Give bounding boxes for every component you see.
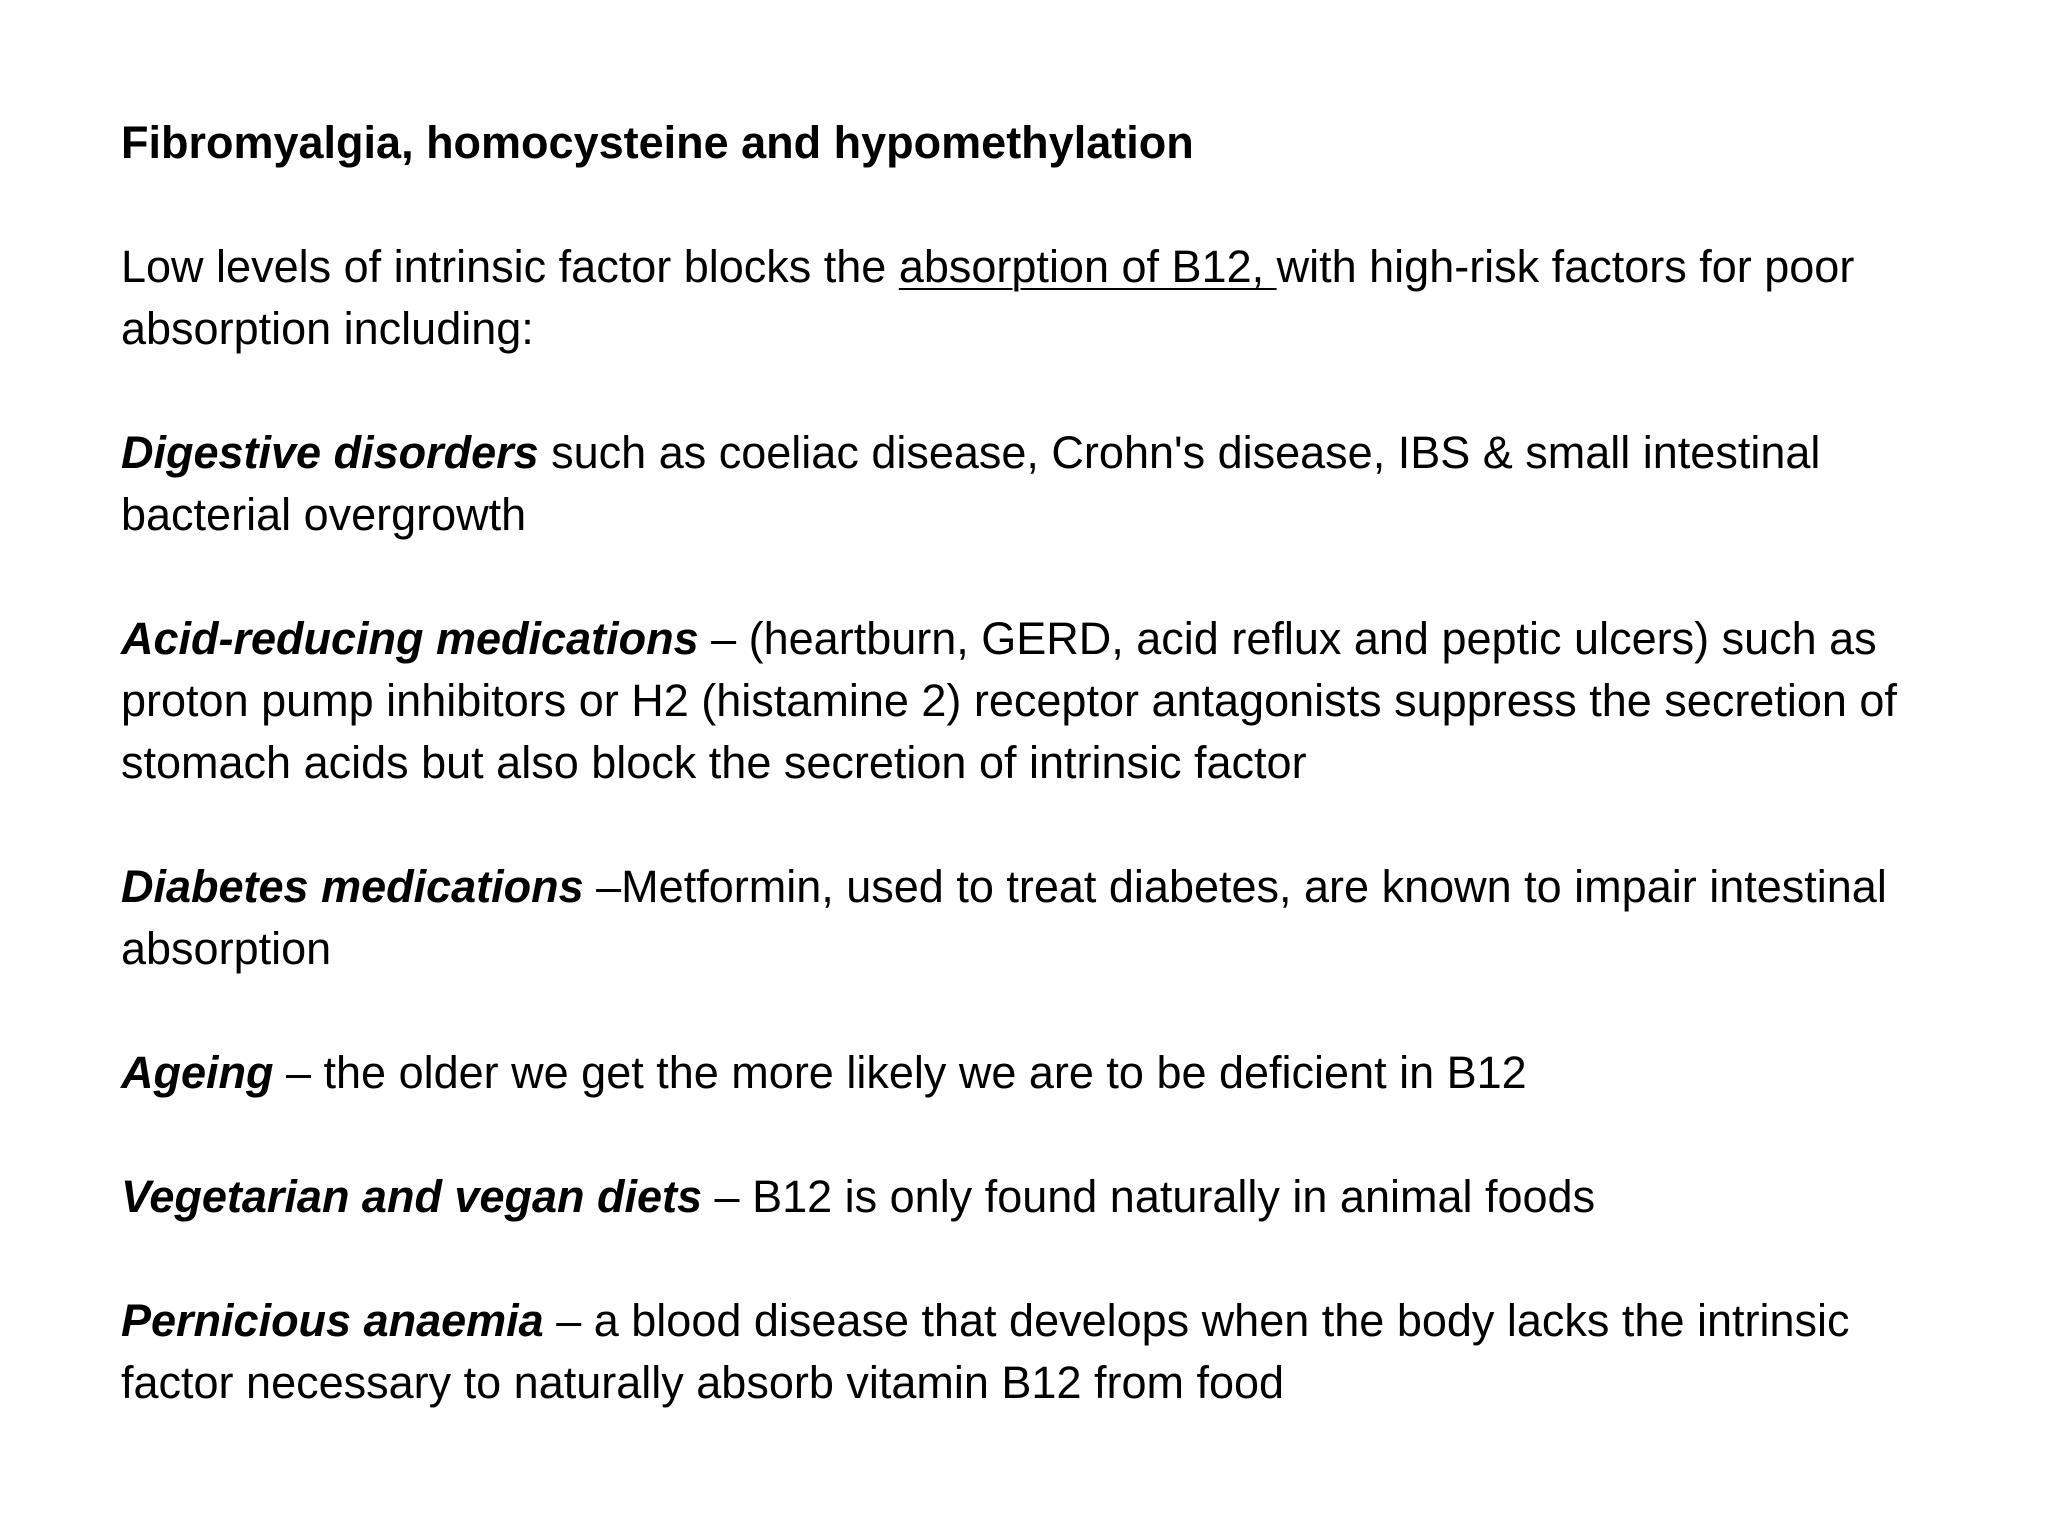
risk-factor-digestive-disorders [121,422,1901,546]
risk-factor-term: Ageing [121,1047,274,1098]
document-page [121,112,1901,1476]
risk-factor-description: such as coeliac disease, Crohn's disease, IBS & small intestinal bacterial overgrowth [121,427,1821,540]
absorption-b12-link[interactable]: absorption of B12, [898,241,1277,292]
risk-factor-vegetarian-vegan-diets [121,1166,1901,1228]
risk-factor-pernicious-anaemia [121,1290,1901,1414]
risk-factor-description: – (heartburn, GERD, acid reflux and peptic ulcers) such as proton pump inhibitors or H2 (histamine 2) receptor antagonists suppress the secretion of stomach acids but also block the secretion of intrinsic factor [121,613,1897,788]
risk-factor-term: Pernicious anaemia [121,1295,544,1346]
risk-factor-description: – a blood disease that develops when the body lacks the intrinsic factor necessary to naturally absorb vitamin B12 from food [121,1295,1850,1408]
risk-factor-ageing [121,1042,1901,1104]
risk-factor-term: Acid-reducing medications [121,613,699,664]
intro-text-continued: with high-risk factors for poor absorption including: [121,241,1855,354]
risk-factor-term: Diabetes medications [121,861,584,912]
risk-factor-description: –Metformin, used to treat diabetes, are known to impair intestinal absorption [121,861,1887,974]
risk-factor-description: – the older we get the more likely we are to be deficient in B12 [273,1047,1527,1098]
risk-factor-term: Digestive disorders [121,427,539,478]
intro-text: Low levels of intrinsic factor blocks the [121,241,899,292]
risk-factor-acid-reducing-medications [121,608,1901,794]
document-title: Fibromyalgia, homocysteine and hypomethylation [121,117,1194,168]
risk-factor-diabetes-medications [121,856,1901,980]
risk-factor-term: Vegetarian and vegan diets [121,1171,703,1222]
intro-paragraph [121,236,1901,360]
risk-factor-description: – B12 is only found naturally in animal foods [702,1171,1596,1222]
